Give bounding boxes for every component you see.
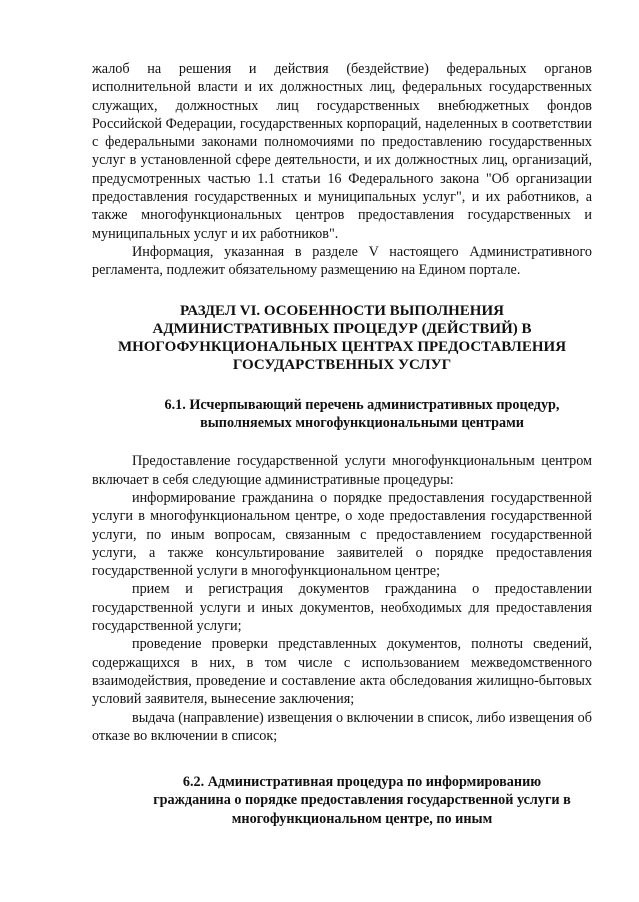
subsection-title-6-2 — [92, 773, 592, 828]
paragraph-intro: Предоставление государственной услуги многофункциональным центром включает в себя следующие административные процедуры: — [92, 453, 592, 488]
paragraph-continuation: жалоб на решения и действия (бездействие) федеральных органов исполнительной власти и их должностных лиц, федеральных государственных служащих, должностных лиц государственных внебюджетных фондов Российской Федерации, государственных корпораций, наделенных в соответствии с федеральными законами полномочиями по предоставлению государственных услуг в установленной сфере деятельности, и их должностных лиц, организаций, предусмотренных частью 1.1 статьи 16 Федерального закона "Об организации предоставления государственных и муниципальных услуг", и их работников, а также многофункциональных центров предоставления государственных и муниципальных услуг и их работников". — [92, 61, 592, 242]
paragraph-information: Информация, указанная в разделе V настоящего Административного регламента, подлежит обязательному размещению на Едином портале. — [92, 243, 592, 279]
section-title-line: ГОСУДАРСТВЕННЫХ УСЛУГ — [232, 357, 452, 374]
subsection-title-line: 6.2. Административная процедура по информированию — [182, 774, 542, 791]
list-item: прием и регистрация документов гражданина о предоставлении государственной услуги и иных документов, необходимых для предоставления государственной услуги; — [92, 581, 592, 635]
list-item: информирование гражданина о порядке предоставления государственной услуги в многофункциональном центре, о ходе предоставления государственной услуги, по иным вопросам, связанным с предоставлением государственной услуги, а также консультирование заявителей о порядке предоставления государственной услуги в многофункциональном центре; — [92, 489, 592, 580]
document-body — [92, 60, 592, 828]
list-item: выдача (направление) извещения о включении в список, либо извещения об отказе во включении в список; — [92, 709, 592, 744]
section-title-line: РАЗДЕЛ VI. ОСОБЕННОСТИ ВЫПОЛНЕНИЯ — [180, 302, 504, 319]
section-title-line: АДМИНИСТРАТИВНЫХ ПРОЦЕДУР (ДЕЙСТВИЙ) В — [152, 320, 532, 337]
subsection-title-6-1 — [92, 396, 592, 433]
subsection-title-line: многофункциональном центре, по иным — [231, 810, 493, 827]
list-item: проведение проверки представленных документов, полноты сведений, содержащихся в них, в том числе с использованием межведомственного взаимодействия, проведение и составление акта обследования жилищно-бытовых условий заявителя, вынесение заключения; — [92, 636, 592, 708]
subsection-title-line: выполняемых многофункциональными центрами — [200, 415, 524, 432]
section-title-line: МНОГОФУНКЦИОНАЛЬНЫХ ЦЕНТРАХ ПРЕДОСТАВЛЕНИЯ — [117, 339, 567, 356]
subsection-title-line: гражданина о порядке предоставления государственной услуги в — [153, 792, 571, 809]
subsection-title-line: 6.1. Исчерпывающий перечень административных процедур, — [164, 396, 560, 413]
section-title — [92, 302, 592, 375]
